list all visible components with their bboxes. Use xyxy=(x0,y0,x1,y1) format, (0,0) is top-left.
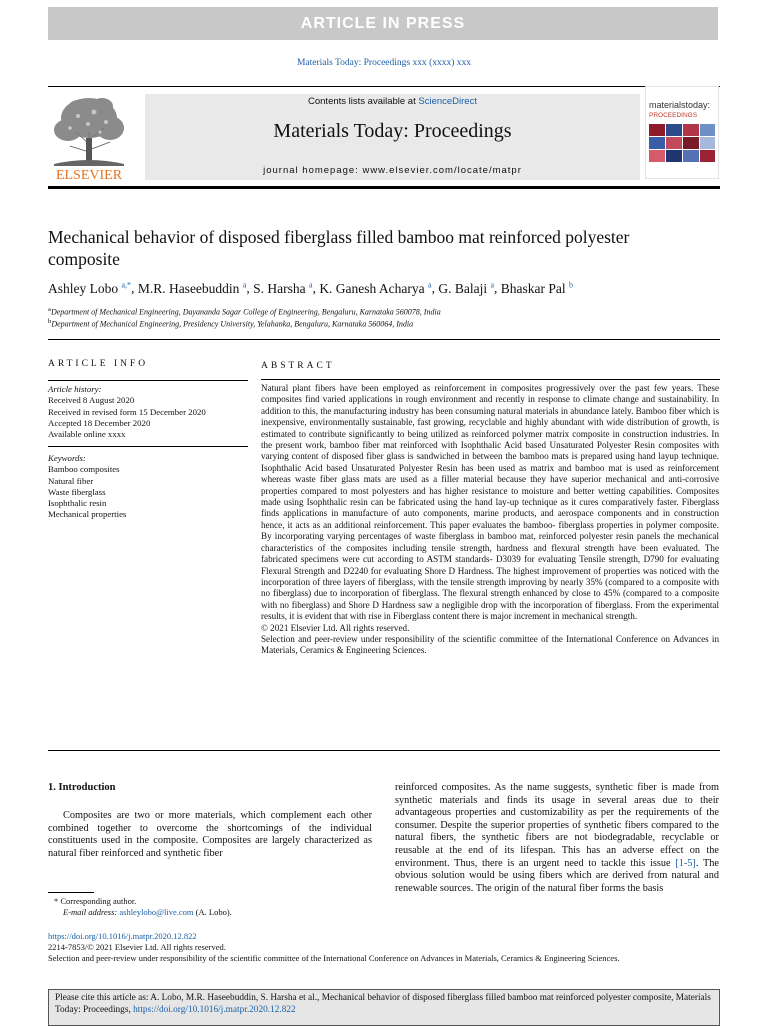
keyword-item: Natural fiber xyxy=(48,475,94,486)
sciencedirect-link[interactable]: ScienceDirect xyxy=(418,96,477,107)
author-name: Bhaskar Pal xyxy=(500,280,566,296)
article-title: Mechanical behavior of disposed fiberglass filled bamboo mat reinforced polyester composite xyxy=(48,227,630,269)
author-1[interactable] xyxy=(48,281,131,296)
author-affil-marker[interactable]: b xyxy=(569,280,574,289)
keyword-item: Waste fiberglass xyxy=(48,486,106,497)
intro-right-paragraph xyxy=(395,782,719,895)
bottom-review-note: Selection and peer-review under responsibility of the scientific committee of the International Conference on Advances in Materials, Ceramics & Engineering Sciences. xyxy=(48,953,620,963)
doi-link[interactable]: https://doi.org/10.1016/j.matpr.2020.12.822 xyxy=(48,931,197,941)
abstract-heading: ABSTRACT xyxy=(261,361,335,371)
doi-line xyxy=(48,931,197,941)
keyword-item: Bamboo composites xyxy=(48,464,120,475)
affiliation-a xyxy=(48,306,728,317)
history-label: Article history: xyxy=(48,384,102,394)
intro-left-paragraph: Composites are two or more materials, which complement each other combined together to overcome the shortcomings of the individual constituents used in the composite. Composites are largely characterized as natural fiber reinforced and synthetic fiber xyxy=(48,810,372,859)
keyword-item: Isophthalic resin xyxy=(48,498,107,509)
keywords-rule xyxy=(48,446,248,447)
author-3[interactable] xyxy=(253,281,312,296)
journal-reference[interactable]: Materials Today: Proceedings xxx (xxxx) xxx xyxy=(296,58,472,68)
author-name: S. Harsha xyxy=(253,280,306,296)
author-affil-marker[interactable]: a xyxy=(428,280,432,289)
author-4[interactable] xyxy=(319,281,431,296)
email-label: E-mail address: xyxy=(63,907,120,917)
history-item: Accepted 18 December 2020 xyxy=(48,417,151,428)
author-5[interactable] xyxy=(438,281,494,296)
article-history xyxy=(48,384,248,440)
citation-text: Please cite this article as: A. Lobo, M.R. Haseebuddin, S. Harsha et al., Mechanical behavior of disposed fiberglass filled bamboo mat reinforced polyester composite, Materials Today: Proceedings, xyxy=(55,993,711,1016)
citation-link[interactable]: [1-5] xyxy=(675,857,696,869)
author-affil-marker[interactable]: a xyxy=(490,280,495,289)
intro-right-text: reinforced composites. As the name suggests, synthetic fiber is made from synthetic materials and finds its usage in several areas due to their advantageous properties and customizability as per the requirements of the consumer. Despite the superior properties of synthetic fibers compared to the natural fibers, the synthetic fibers are not biodegradable, recyclable or reusable at the end of its lifespan. This has an adverse effect on the environment. Thus, there is an urgent need to tackle this issue xyxy=(395,782,719,869)
affil-marker: a xyxy=(48,306,51,313)
affiliation-b xyxy=(48,318,728,329)
meta-top-rule xyxy=(48,339,720,340)
elsevier-logo[interactable] xyxy=(48,92,130,182)
affil-text: Department of Mechanical Engineering, Dayananda Sagar College of Engineering, Bengaluru, Karnataka 560078, India xyxy=(50,307,441,317)
author-6[interactable] xyxy=(501,281,573,296)
abstract-rule xyxy=(261,379,720,380)
affil-marker: b xyxy=(48,318,52,325)
journal-title[interactable]: Materials Today: Proceedings xyxy=(273,120,512,142)
article-info-rule xyxy=(48,380,248,381)
history-item: Received in revised form 15 December 2020 xyxy=(48,406,206,417)
keywords-label: Keywords: xyxy=(48,453,86,463)
author-name: M.R. Haseebuddin xyxy=(137,280,240,296)
header-bottom-rule xyxy=(48,186,720,189)
keywords xyxy=(48,453,248,521)
footnote-rule xyxy=(48,892,94,893)
intro-heading: 1. Introduction xyxy=(48,782,116,793)
intro-left-column xyxy=(48,810,372,860)
cover-title-1: materialstoday: xyxy=(649,100,711,110)
email-suffix: (A. Lobo). xyxy=(193,907,232,917)
contents-prefix: Contents lists available at xyxy=(308,96,419,107)
meta-bottom-rule xyxy=(48,750,720,751)
author-name: Ashley Lobo xyxy=(48,280,119,296)
author-affil-marker[interactable]: a,* xyxy=(121,280,132,289)
journal-homepage[interactable]: journal homepage: www.elsevier.com/locate/matpr xyxy=(263,165,522,176)
history-item: Available online xxxx xyxy=(48,429,126,440)
email-link[interactable]: ashleylobo@live.com xyxy=(119,907,194,917)
journal-cover-image xyxy=(645,86,719,179)
header-top-rule xyxy=(48,86,720,87)
author-affil-marker[interactable]: a xyxy=(309,280,313,289)
history-item: Received 8 August 2020 xyxy=(48,395,135,406)
contents-line xyxy=(145,96,640,107)
article-info-heading: ARTICLE INFO xyxy=(48,359,149,369)
author-2[interactable] xyxy=(138,281,247,296)
abstract-copyright: © 2021 Elsevier Ltd. All rights reserved. xyxy=(261,622,410,633)
affil-text: Department of Mechanical Engineering, Presidency University, Yelahanka, Bengaluru, Karnataka 560064, India xyxy=(51,319,414,329)
author-affil-marker[interactable]: a xyxy=(242,280,247,289)
intro-right-column xyxy=(395,782,719,895)
abstract-review-note: Selection and peer-review under responsibility of the scientific committee of the International Conference on Advances in Materials, Ceramics & Engineering Sciences. xyxy=(261,633,719,656)
elsevier-wordmark: ELSEVIER xyxy=(55,168,123,182)
keyword-item: Mechanical properties xyxy=(48,509,127,520)
citation-box xyxy=(48,989,720,1026)
citation-doi-link[interactable]: https://doi.org/10.1016/j.matpr.2020.12.822 xyxy=(133,1005,296,1016)
cover-title-2: PROCEEDINGS xyxy=(649,112,698,119)
intro-right-text-end: . The obvious solution would be using fibers which are derived from natural and renewable sources. The origin of the natural fiber forms the basis xyxy=(395,857,719,894)
issn-line: 2214-7853/© 2021 Elsevier Ltd. All rights reserved. xyxy=(48,942,226,952)
article-in-press-banner: ARTICLE IN PRESS xyxy=(48,7,718,40)
author-list: Ashley Lobo $^{a,*}$, M.R. Haseebuddin $^a$, S. Harsha $^a$, K. Ganesh Acharya $^a$, G. Balaji $^a$, Bhaskar Pal $^b$ xyxy=(48,280,574,296)
journal-cover[interactable] xyxy=(645,86,719,179)
abstract-body xyxy=(261,383,719,657)
corresponding-author-note: * Corresponding author. xyxy=(54,896,137,906)
elsevier-tree-icon xyxy=(48,92,130,182)
author-name: G. Balaji xyxy=(438,280,488,296)
abstract-text: Natural plant fibers have been employed as reinforcement in composites progressively over the past few years. These composites find varied applications in rough environment and recently in response to climate change and sustainability. In addition to this, the manufacturing industry has been consuming natural materials in abundance lately. Bamboo fiber which is inexpensive, environmentally sustainable, fast growing, recyclable and highly abundant with wide distribution of growth, is estimated to contribute significantly to being utilized as reinforced polymer matrix composite in construction industries. In the present work, bamboo fiber mat reinforced with Isophthalic Acid based Unsaturated Polyester Resin composites with varying content of disposed fiber glass is sandwiched in between the bamboo mats is prepared using hand layup technique. Isophthalic Acid based Unsaturated Polyester Resin has been used as matrix and bamboo mat is used as reinforcement whereas waste fiber glass mats are used as a filler material because they have superior mechanical and anti-corrosive properties compared to most polyesters and has higher resistance to moisture and better wetting capabilities. Composites made using Isophthalic resin can be fabricated using the hand lay-up technique as it cures comparatively faster. Fiberglass finds applications in manufacture of auto components, marine products, and aerospace components and in construction hence, it acts as an additional reinforcement. This paper evaluates the bamboo- fiberglass properties in polymer composite. By incorporating varying percentages of waste fiberglass in bamboo mat, reinforced polyester resin panels the mechanical characteristics of the composites including tensile strength, hardness and flexural strength have been evaluated. The fabricated specimens were cut according to ASTM standards- D3039 for evaluating Tensile strength, D790 for evaluating Flexural Strength and D2240 for evaluating Shore D Hardness. The highest improvement of properties was noticed with the incorporation of three layers of fiberglass, with the tensile strength improving by nearly 35% (compared to a composite with no fiberglass) due to incorporation of fiberglass. The flexural strength enhanced by close to 45% (compared to a composite with no fiberglass) and Shore D Hardness saw a negligible drop with the incorporation of fiberglass. From the experimental results, it is evident that with rise in Fiberglass content there is major increment in mechanical strength. xyxy=(261,383,719,622)
email-note xyxy=(63,907,232,917)
author-name: K. Ganesh Acharya xyxy=(319,280,425,296)
